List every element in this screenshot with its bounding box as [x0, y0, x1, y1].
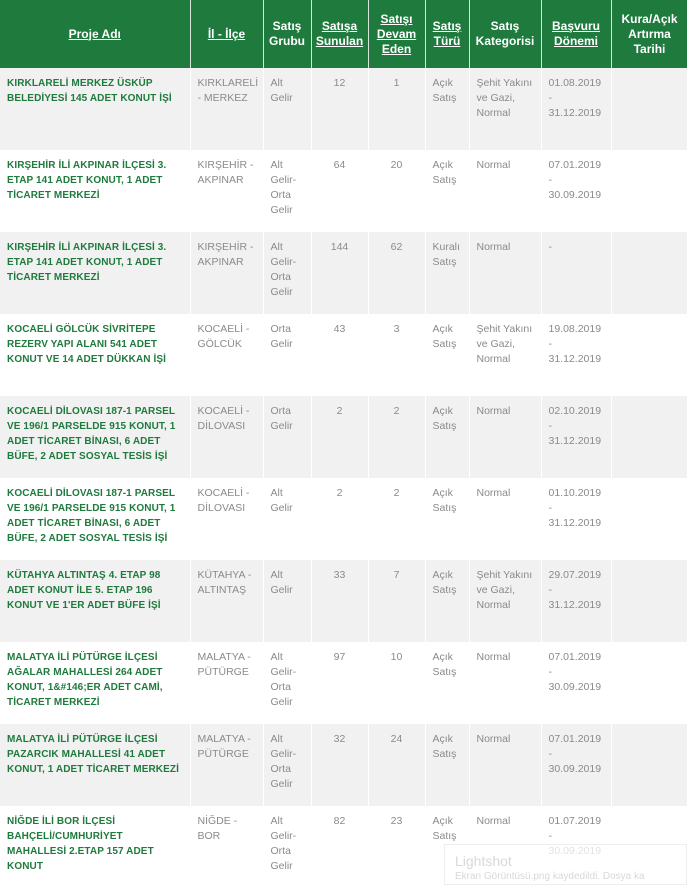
cell-project-name[interactable]: KOCAELİ DİLOVASI 187-1 PARSEL VE 196/1 PARSELDE 915 KONUT, 1 ADET TİCARET BİNASI, 6 ADET BÜFE, 2 ADET SOSYAL TESİS İŞİ	[0, 478, 190, 560]
cell-ongoing-count: 7	[368, 560, 425, 642]
cell-application-period: 07.01.2019 - 30.09.2019	[541, 150, 611, 232]
cell-ongoing-count: 2	[368, 396, 425, 478]
cell-ongoing-count: 10	[368, 642, 425, 724]
cell-draw-date	[611, 314, 687, 396]
cell-sale-group: Alt Gelir	[263, 68, 311, 150]
cell-location: KOCAELİ - GÖLCÜK	[190, 314, 263, 396]
cell-application-period: 07.01.2019 - 30.09.2019	[541, 642, 611, 724]
cell-sale-category: Şehit Yakını ve Gazi, Normal	[469, 314, 541, 396]
cell-offered-count: 33	[311, 560, 368, 642]
cell-sale-type: Açık Satış	[425, 642, 469, 724]
cell-sale-category: Şehit Yakını ve Gazi, Normal	[469, 560, 541, 642]
cell-sale-group: Alt Gelir-Orta Gelir	[263, 806, 311, 888]
cell-sale-category: Şehit Yakını ve Gazi, Normal	[469, 68, 541, 150]
table-row	[0, 642, 687, 724]
cell-project-name[interactable]: NİĞDE İLİ BOR İLÇESİ BAHÇELİ/CUMHURİYET MAHALLESİ 2.ETAP 157 ADET KONUT	[0, 806, 190, 888]
cell-offered-count: 43	[311, 314, 368, 396]
cell-application-period: 01.10.2019 - 31.12.2019	[541, 478, 611, 560]
cell-project-name[interactable]: MALATYA İLİ PÜTÜRGE İLÇESİ AĞALAR MAHALLESİ 264 ADET KONUT, 1&#146;ER ADET CAMİ, TİCARET MERKEZİ	[0, 642, 190, 724]
cell-sale-type: Açık Satış	[425, 724, 469, 806]
cell-location: KIRŞEHİR - AKPINAR	[190, 150, 263, 232]
col-header-draw-date: Kura/Açık Artırma Tarihi	[611, 0, 687, 68]
cell-sale-category: Normal	[469, 150, 541, 232]
cell-draw-date	[611, 68, 687, 150]
cell-offered-count: 32	[311, 724, 368, 806]
cell-project-name[interactable]: MALATYA İLİ PÜTÜRGE İLÇESİ PAZARCIK MAHALLESİ 41 ADET KONUT, 1 ADET TİCARET MERKEZİ	[0, 724, 190, 806]
cell-draw-date	[611, 724, 687, 806]
cell-draw-date	[611, 478, 687, 560]
col-header-ongoing[interactable]: Satışı Devam Eden	[368, 0, 425, 68]
cell-sale-group: Alt Gelir-Orta Gelir	[263, 642, 311, 724]
cell-offered-count: 2	[311, 478, 368, 560]
col-header-project[interactable]: Proje Adı	[0, 0, 190, 68]
cell-application-period: 01.08.2019 - 31.12.2019	[541, 68, 611, 150]
cell-sale-type: Açık Satış	[425, 806, 469, 888]
cell-ongoing-count: 23	[368, 806, 425, 888]
cell-sale-type: Açık Satış	[425, 150, 469, 232]
table-header-row	[0, 0, 687, 68]
cell-project-name[interactable]: KÜTAHYA ALTINTAŞ 4. ETAP 98 ADET KONUT İLE 5. ETAP 196 KONUT VE 1'ER ADET BÜFE İŞİ	[0, 560, 190, 642]
cell-draw-date	[611, 560, 687, 642]
cell-sale-group: Alt Gelir	[263, 478, 311, 560]
cell-sale-category: Normal	[469, 806, 541, 888]
cell-project-name[interactable]: KIRŞEHİR İLİ AKPINAR İLÇESİ 3. ETAP 141 ADET KONUT, 1 ADET TİCARET MERKEZİ	[0, 232, 190, 314]
table-row	[0, 232, 687, 314]
cell-sale-group: Orta Gelir	[263, 314, 311, 396]
table-row	[0, 150, 687, 232]
table-row	[0, 478, 687, 560]
cell-sale-type: Açık Satış	[425, 560, 469, 642]
cell-location: KIRŞEHİR - AKPINAR	[190, 232, 263, 314]
cell-location: MALATYA - PÜTÜRGE	[190, 724, 263, 806]
cell-application-period: 19.08.2019 - 31.12.2019	[541, 314, 611, 396]
cell-sale-group: Alt Gelir-Orta Gelir	[263, 150, 311, 232]
cell-location: KOCAELİ - DİLOVASI	[190, 478, 263, 560]
cell-location: KOCAELİ - DİLOVASI	[190, 396, 263, 478]
cell-sale-group: Alt Gelir-Orta Gelir	[263, 232, 311, 314]
cell-location: NİĞDE - BOR	[190, 806, 263, 888]
notification-title: Lightshot	[455, 853, 512, 869]
col-header-offered[interactable]: Satışa Sunulan	[311, 0, 368, 68]
cell-offered-count: 144	[311, 232, 368, 314]
col-header-application-period[interactable]: Başvuru Dönemi	[541, 0, 611, 68]
col-header-sale-category: Satış Kategorisi	[469, 0, 541, 68]
table-row	[0, 68, 687, 150]
lightshot-notification	[444, 844, 687, 885]
cell-draw-date	[611, 396, 687, 478]
cell-project-name[interactable]: KIRŞEHİR İLİ AKPINAR İLÇESİ 3. ETAP 141 ADET KONUT, 1 ADET TİCARET MERKEZİ	[0, 150, 190, 232]
table-row	[0, 396, 687, 478]
cell-draw-date	[611, 150, 687, 232]
cell-offered-count: 12	[311, 68, 368, 150]
cell-sale-category: Normal	[469, 478, 541, 560]
cell-ongoing-count: 24	[368, 724, 425, 806]
cell-application-period: 01.07.2019 -	[541, 806, 611, 888]
cell-sale-type: Açık Satış	[425, 314, 469, 396]
cell-sale-type: Kuralı Satış	[425, 232, 469, 314]
cell-sale-type: Açık Satış	[425, 68, 469, 150]
cell-sale-group: Orta Gelir	[263, 396, 311, 478]
cell-project-name[interactable]: KOCAELİ DİLOVASI 187-1 PARSEL VE 196/1 PARSELDE 915 KONUT, 1 ADET TİCARET BİNASI, 6 ADET BÜFE, 2 ADET SOSYAL TESİS İŞİ	[0, 396, 190, 478]
cell-project-name[interactable]: KOCAELİ GÖLCÜK SİVRİTEPE REZERV YAPI ALANI 541 ADET KONUT VE 14 ADET DÜKKAN İŞİ	[0, 314, 190, 396]
cell-application-period: 07.01.2019 - 30.09.2019	[541, 724, 611, 806]
cell-offered-count: 2	[311, 396, 368, 478]
cell-sale-category: Normal	[469, 232, 541, 314]
cell-sale-group: Alt Gelir-Orta Gelir	[263, 724, 311, 806]
cell-ongoing-count: 2	[368, 478, 425, 560]
cell-sale-type: Açık Satış	[425, 478, 469, 560]
cell-location: KÜTAHYA - ALTINTAŞ	[190, 560, 263, 642]
table-row	[0, 724, 687, 806]
cell-ongoing-count: 1	[368, 68, 425, 150]
cell-draw-date	[611, 232, 687, 314]
cell-ongoing-count: 3	[368, 314, 425, 396]
cell-sale-category: Normal	[469, 396, 541, 478]
cell-application-period: 29.07.2019 - 31.12.2019	[541, 560, 611, 642]
cell-ongoing-count: 62	[368, 232, 425, 314]
cell-application-period: 02.10.2019 - 31.12.2019	[541, 396, 611, 478]
cell-ongoing-count: 20	[368, 150, 425, 232]
cell-project-name[interactable]: KIRKLARELİ MERKEZ ÜSKÜP BELEDİYESİ 145 ADET KONUT İŞİ	[0, 68, 190, 150]
cell-offered-count: 97	[311, 642, 368, 724]
cell-location: KIRKLARELİ - MERKEZ	[190, 68, 263, 150]
cell-offered-count: 64	[311, 150, 368, 232]
notification-text: Ekran Görüntüsü.png kaydedildi. Dosya ka	[455, 871, 645, 882]
cell-sale-category: Normal	[469, 724, 541, 806]
cell-location: MALATYA - PÜTÜRGE	[190, 642, 263, 724]
cell-application-period: -	[541, 232, 611, 314]
cell-sale-type: Açık Satış	[425, 396, 469, 478]
col-header-sale-type[interactable]: Satış Türü	[425, 0, 469, 68]
table-row	[0, 560, 687, 642]
col-header-sale-group: Satış Grubu	[263, 0, 311, 68]
cell-offered-count: 82	[311, 806, 368, 888]
cell-sale-category: Normal	[469, 642, 541, 724]
col-header-location[interactable]: İl - İlçe	[190, 0, 263, 68]
cell-draw-date	[611, 642, 687, 724]
cell-sale-group: Alt Gelir	[263, 560, 311, 642]
table-row	[0, 314, 687, 396]
